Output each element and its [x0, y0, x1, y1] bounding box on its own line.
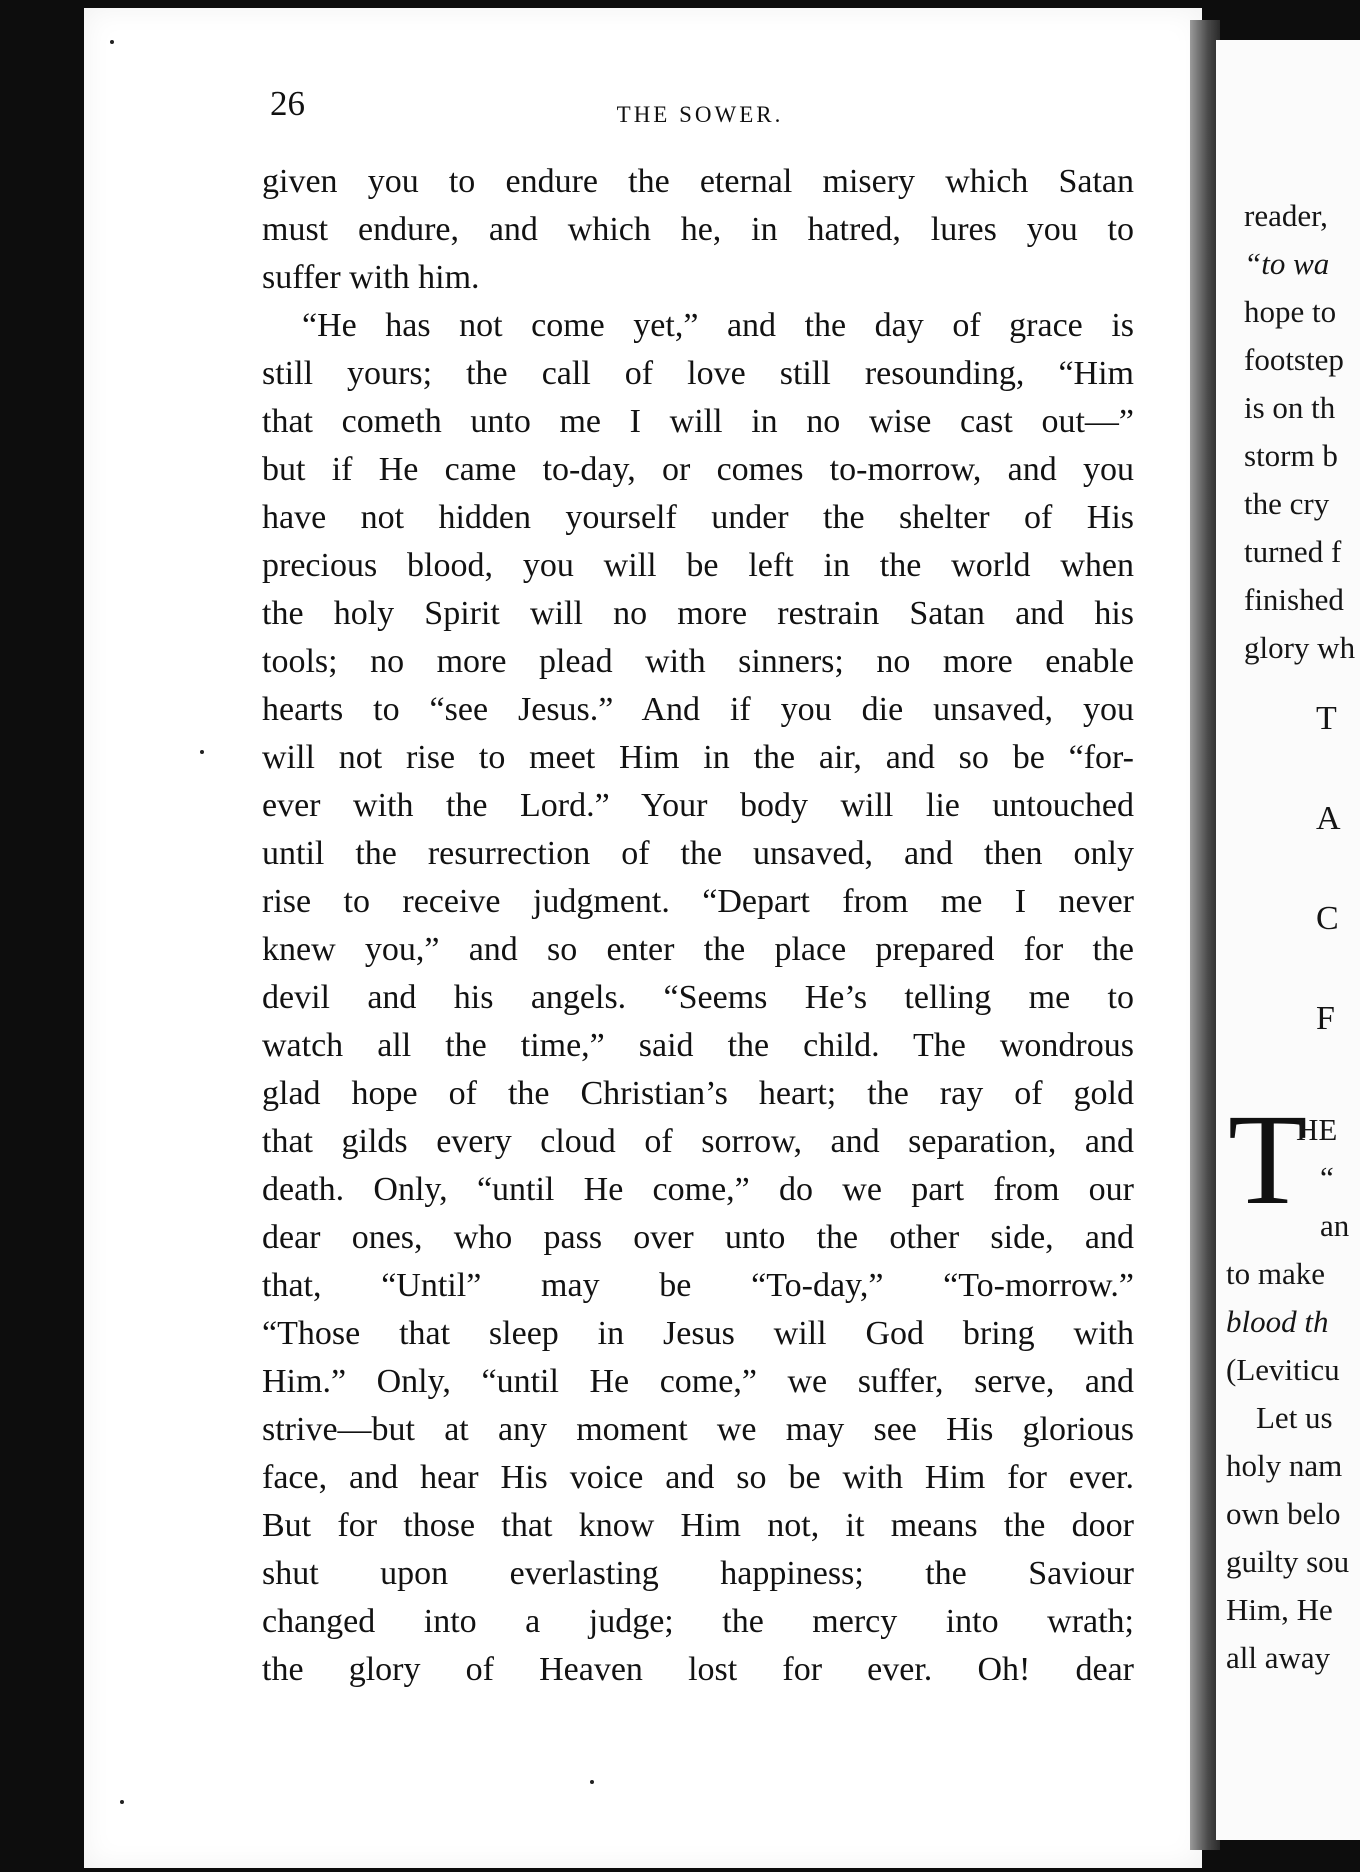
text-line: But for those that know Him not, it means the door	[262, 1507, 1134, 1544]
facing-line: Him, He	[1226, 1592, 1333, 1627]
facing-line: reader,	[1244, 198, 1328, 233]
facing-line: glory wh	[1244, 630, 1356, 665]
text-line: given you to endure the eternal misery which Satan	[262, 163, 1134, 200]
scan-speck	[110, 40, 114, 44]
text-line: “Those that sleep in Jesus will God bring with	[262, 1315, 1134, 1352]
text-line: the holy Spirit will no more restrain Satan and his	[262, 595, 1134, 632]
text-line: precious blood, you will be left in the world when	[262, 547, 1134, 584]
page-header	[270, 84, 1130, 144]
text-line: that gilds every cloud of sorrow, and separation, and	[262, 1123, 1134, 1160]
page-number: 26	[270, 84, 305, 123]
text-line: will not rise to meet Him in the air, and so be “for-	[262, 739, 1134, 776]
facing-line: the cry	[1244, 486, 1330, 521]
facing-line: T	[1316, 700, 1337, 737]
facing-line: holy nam	[1226, 1448, 1343, 1483]
text-line: face, and hear His voice and so be with Him for ever.	[262, 1459, 1134, 1496]
facing-line: is on th	[1244, 390, 1336, 425]
text-line: death. Only, “until He come,” do we part from our	[262, 1171, 1134, 1208]
text-line: changed into a judge; the mercy into wrath;	[262, 1603, 1134, 1640]
text-line: hearts to “see Jesus.” And if you die unsaved, you	[262, 691, 1134, 728]
facing-line: to make	[1226, 1256, 1325, 1291]
text-line: that, “Until” may be “To-day,” “To-morrow.”	[262, 1267, 1134, 1304]
body-text	[262, 158, 1134, 1694]
text-line: but if He came to-day, or comes to-morrow, and you	[262, 451, 1134, 488]
facing-line: guilty sou	[1226, 1544, 1350, 1579]
text-line: Him.” Only, “until He come,” we suffer, serve, and	[262, 1363, 1134, 1400]
text-line: shut upon everlasting happiness; the Saviour	[262, 1555, 1134, 1592]
facing-line: footstep	[1244, 342, 1344, 377]
facing-line: HE	[1296, 1112, 1338, 1147]
facing-line: blood th	[1226, 1304, 1329, 1339]
drop-cap: T	[1228, 1088, 1308, 1232]
facing-line: “	[1320, 1160, 1334, 1195]
text-line: must endure, and which he, in hatred, lures you to	[262, 211, 1134, 248]
facing-line: C	[1316, 900, 1339, 937]
facing-line: F	[1316, 1000, 1335, 1037]
facing-page	[1216, 40, 1360, 1840]
facing-line: “to wa	[1244, 246, 1330, 281]
facing-line: turned f	[1244, 534, 1342, 569]
facing-line: all away	[1226, 1640, 1331, 1675]
text-line: tools; no more plead with sinners; no more enable	[262, 643, 1134, 680]
text-line: glad hope of the Christian’s heart; the ray of gold	[262, 1075, 1134, 1112]
text-line: rise to receive judgment. “Depart from me I never	[262, 883, 1134, 920]
facing-line: Let us	[1256, 1400, 1333, 1435]
text-line: strive—but at any moment we may see His glorious	[262, 1411, 1134, 1448]
scan-speck	[120, 1800, 124, 1804]
text-line: devil and his angels. “Seems He’s telling me to	[262, 979, 1134, 1016]
text-line: “He has not come yet,” and the day of grace is	[302, 307, 1134, 344]
text-line: have not hidden yourself under the shelter of His	[262, 499, 1134, 536]
facing-line: storm b	[1244, 438, 1338, 473]
running-title: THE SOWER.	[616, 102, 784, 127]
facing-line: hope to	[1244, 294, 1337, 329]
text-line: suffer with him.	[262, 259, 480, 296]
facing-line: (Leviticu	[1226, 1352, 1340, 1387]
text-line: watch all the time,” said the child. The wondrous	[262, 1027, 1134, 1064]
facing-line: own belo	[1226, 1496, 1341, 1531]
text-line: knew you,” and so enter the place prepared for the	[262, 931, 1134, 968]
facing-line: an	[1320, 1208, 1350, 1243]
facing-line: A	[1316, 800, 1341, 837]
facing-line: finished	[1244, 582, 1344, 617]
scan-speck	[590, 1780, 594, 1784]
scan-speck	[200, 750, 204, 754]
text-line: ever with the Lord.” Your body will lie untouched	[262, 787, 1134, 824]
text-line: until the resurrection of the unsaved, and then only	[262, 835, 1134, 872]
text-line: the glory of Heaven lost for ever. Oh! dear	[262, 1651, 1134, 1688]
text-line: dear ones, who pass over unto the other side, and	[262, 1219, 1134, 1256]
text-line: still yours; the call of love still resounding, “Him	[262, 355, 1134, 392]
text-line: that cometh unto me I will in no wise cast out—”	[262, 403, 1134, 440]
